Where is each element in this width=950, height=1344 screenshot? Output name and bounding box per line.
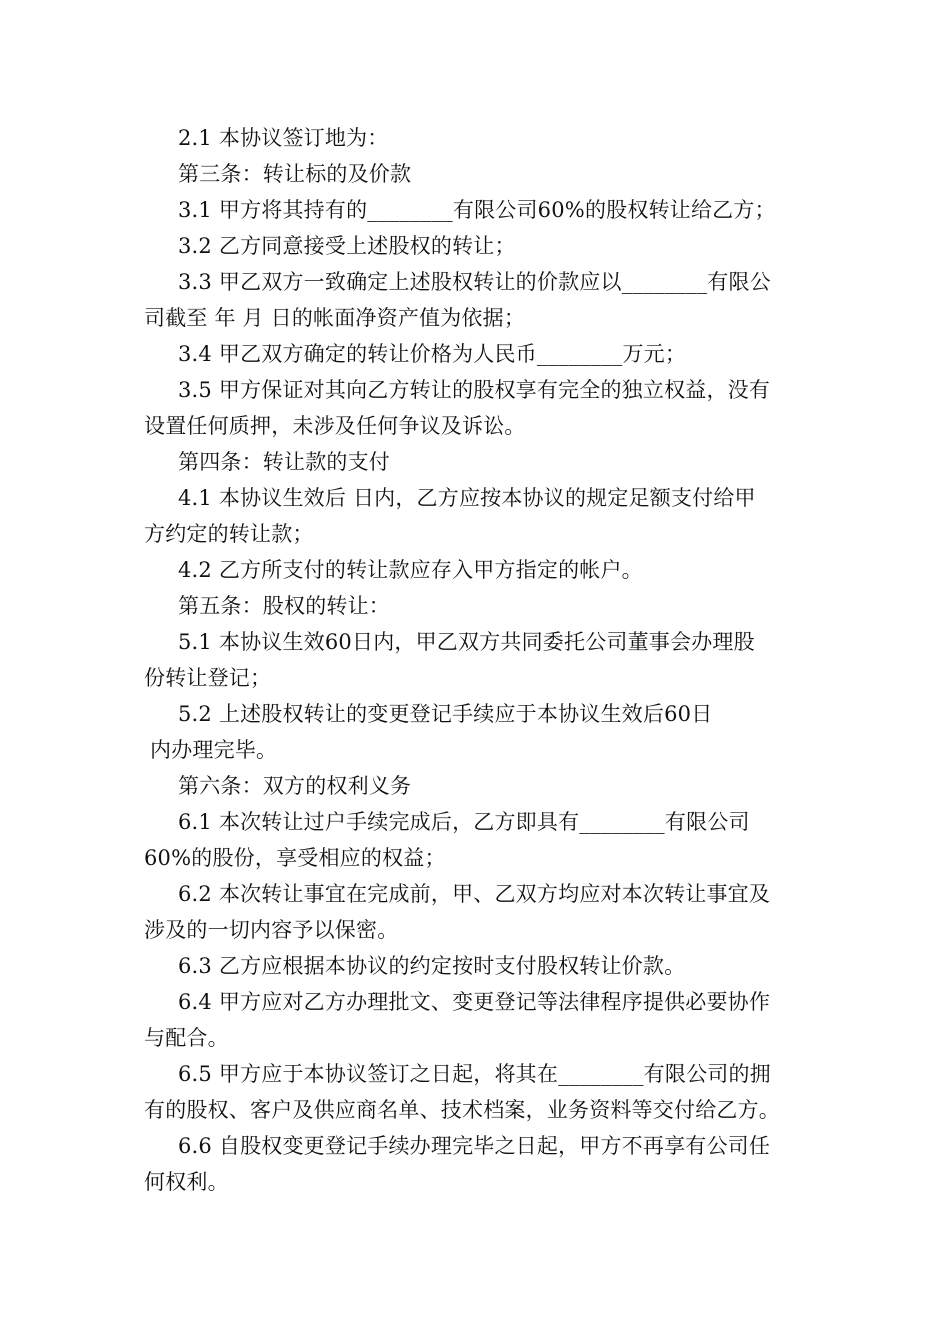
paragraph-continuation-line: 份转让登记； — [144, 666, 272, 690]
paragraph-line: 3.4 甲乙双方确定的转让价格为人民币________万元； — [178, 342, 687, 366]
paragraph-line: 2.1 本协议签订地为： — [178, 126, 389, 150]
paragraph-line: 4.2 乙方所支付的转让款应存入甲方指定的帐户。 — [178, 558, 643, 582]
paragraph-continuation-line: 何权利。 — [144, 1170, 229, 1194]
document-body — [144, 120, 809, 1200]
paragraph-line: 4.1 本协议生效后 日内，乙方应按本协议的规定足额支付给甲 — [178, 486, 756, 510]
paragraph-line: 6.4 甲方应对乙方办理批文、变更登记等法律程序提供必要协作 — [178, 990, 771, 1014]
paragraph-continuation-line: 涉及的一切内容予以保密。 — [144, 918, 399, 942]
paragraph-line: 6.1 本次转让过户手续完成后，乙方即具有________有限公司 — [178, 810, 750, 834]
paragraph-line: 第六条：双方的权利义务 — [178, 774, 412, 798]
paragraph-line: 6.3 乙方应根据本协议的约定按时支付股权转让价款。 — [178, 954, 686, 978]
paragraph-line: 第四条：转让款的支付 — [178, 450, 390, 474]
paragraph-line: 5.1 本协议生效60日内，甲乙双方共同委托公司董事会办理股 — [178, 630, 755, 654]
paragraph-line: 3.3 甲乙双方一致确定上述股权转让的价款应以________有限公 — [178, 270, 771, 294]
paragraph-line: 6.2 本次转让事宜在完成前，甲、乙双方均应对本次转让事宜及 — [178, 882, 771, 906]
paragraph-line: 3.2 乙方同意接受上述股权的转让； — [178, 234, 516, 258]
paragraph-continuation-line: 60%的股份，享受相应的权益； — [144, 846, 446, 870]
paragraph-line: 第五条：股权的转让： — [178, 594, 390, 618]
paragraph-line: 3.1 甲方将其持有的________有限公司60%的股权转让给乙方； — [178, 198, 776, 222]
paragraph-continuation-line: 内办理完毕。 — [150, 738, 278, 762]
paragraph-continuation-line: 设置任何质押，未涉及任何争议及诉讼。 — [144, 414, 526, 438]
paragraph-continuation-line: 有的股权、客户及供应商名单、技术档案，业务资料等交付给乙方。 — [144, 1098, 780, 1122]
paragraph-continuation-line: 与配合。 — [144, 1026, 229, 1050]
paragraph-line: 第三条：转让标的及价款 — [178, 162, 412, 186]
paragraph-continuation-line: 方约定的转让款； — [144, 522, 314, 546]
paragraph-line: 3.5 甲方保证对其向乙方转让的股权享有完全的独立权益，没有 — [178, 378, 771, 402]
paragraph-continuation-line: 司截至 年 月 日的帐面净资产值为依据； — [144, 306, 526, 330]
paragraph-line: 6.5 甲方应于本协议签订之日起，将其在________有限公司的拥 — [178, 1062, 771, 1086]
paragraph-line: 5.2 上述股权转让的变更登记手续应于本协议生效后60日 — [178, 702, 713, 726]
paragraph-line: 6.6 自股权变更登记手续办理完毕之日起，甲方不再享有公司任 — [178, 1134, 771, 1158]
